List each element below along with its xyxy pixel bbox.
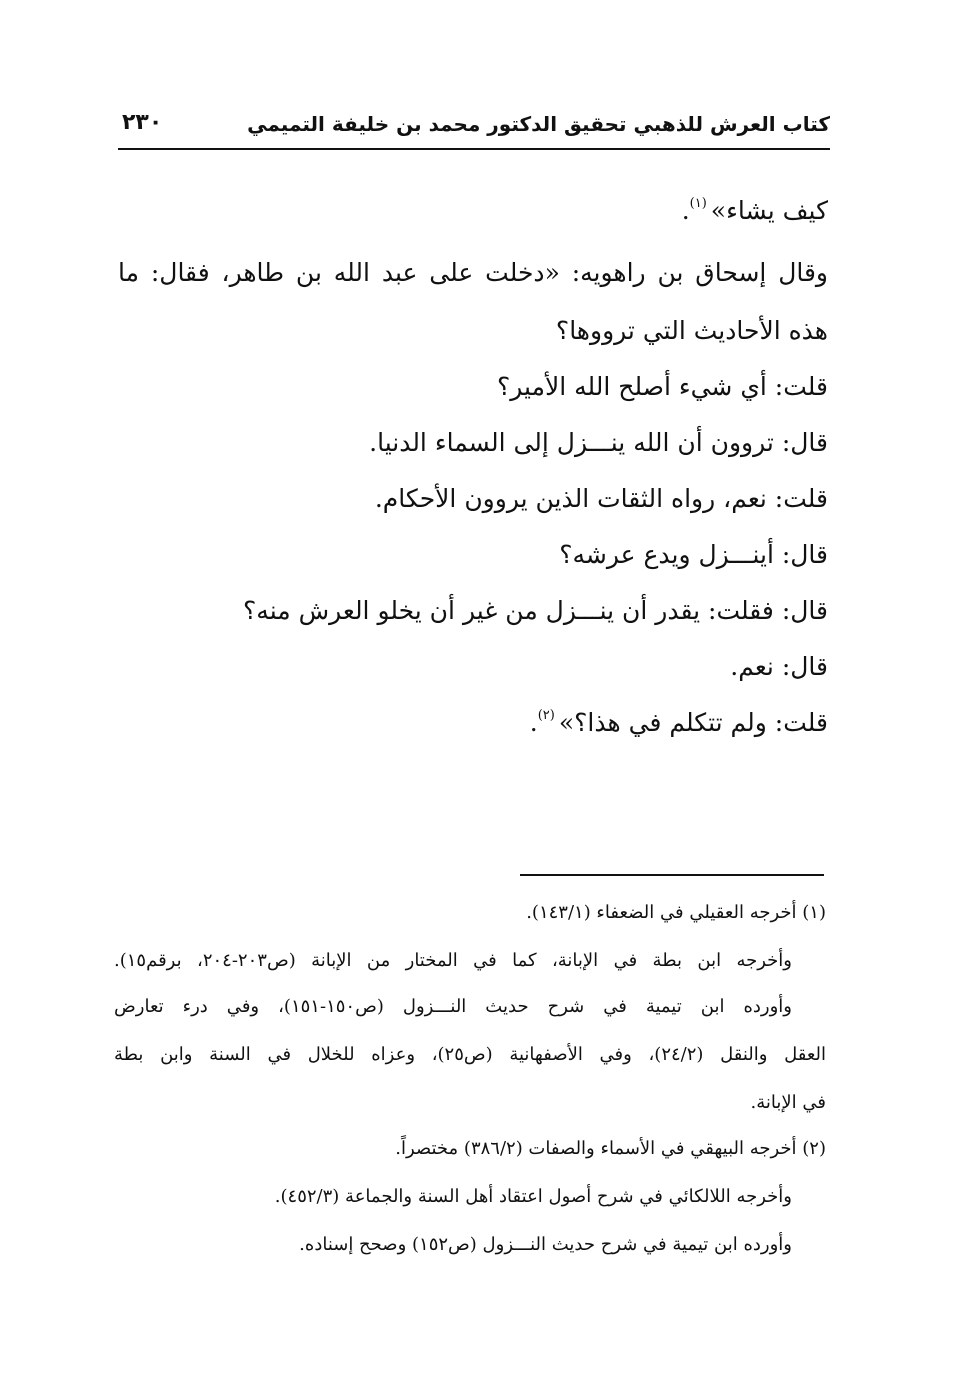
body-line-6: قلت: نعم، رواه الثقات الذين يروون الأحكام. [374,484,828,513]
body-line-4: قلت: أي شيء أصلح الله الأمير؟ [496,372,828,401]
body-line-7: قال: أينـــزل ويدع عرشه؟ [559,540,828,569]
footnote-marker-2: (٢) [537,708,555,723]
footnote-1-line-5: في الإبانة. [750,1092,826,1113]
body-line-10: قلت: ولم تتكلم في هذا؟»$^{(٢)}$. [529,708,828,737]
footnote-1-line-2: وأخرجه ابن بطة في الإبانة، كما في المختار من الإبانة (ص٢٠٣-٢٠٤، برقم١٥). [114,950,792,971]
footnote-1-line-3: وأورده ابن تيمية في شرح حديث النـــزول (ص١٥٠-١٥١)، وفي درء تعارض [114,996,792,1017]
body-line-3: هذه الأحاديث التي ترووها؟ [555,316,828,345]
footnote-2-line-1: (٢) أخرجه البيهقي في الأسماء والصفات (٣٨٦/٢) مختصراً. [395,1138,826,1159]
running-header [118,104,830,150]
footnote-1-line-1: (١) أخرجه العقيلي في الضعفاء (١٤٣/١). [526,902,826,923]
footnote-marker-1: (١) [689,196,707,211]
body-line-1: كيف يشاء»$^{(١)}$. [681,196,828,225]
body-line-9: قال: نعم. [730,652,828,681]
footnote-separator [520,874,824,876]
page-number: ٢٣٠ [122,110,163,135]
footnote-2-line-3: وأورده ابن تيمية في شرح حديث النـــزول (ص١٥٢) وصحح إسناده. [299,1234,792,1255]
body-line-2: وقال إسحاق بن راهويه: «دخلت على عبد الله بن طاهر، فقال: ما [118,258,828,287]
body-line-8: قال: فقلت: يقدر أن ينـــزل من غير أن يخلو العرش منه؟ [243,596,828,625]
footnote-2-line-2: وأخرجه اللالكائي في شرح أصول اعتقاد أهل السنة والجماعة (٤٥٢/٣). [274,1186,792,1207]
book-title: كتاب العرش للذهبي تحقيق الدكتور محمد بن خليفة التميمي [247,112,830,136]
body-line-5: قال: تروون أن الله ينـــزل إلى السماء الدنيا. [369,428,828,457]
footnote-1-line-4: العقل والنقل (٢٤/٢)، وفي الأصفهانية (ص٢٥)، وعزاه للخلال في السنة وابن بطة [114,1044,827,1065]
